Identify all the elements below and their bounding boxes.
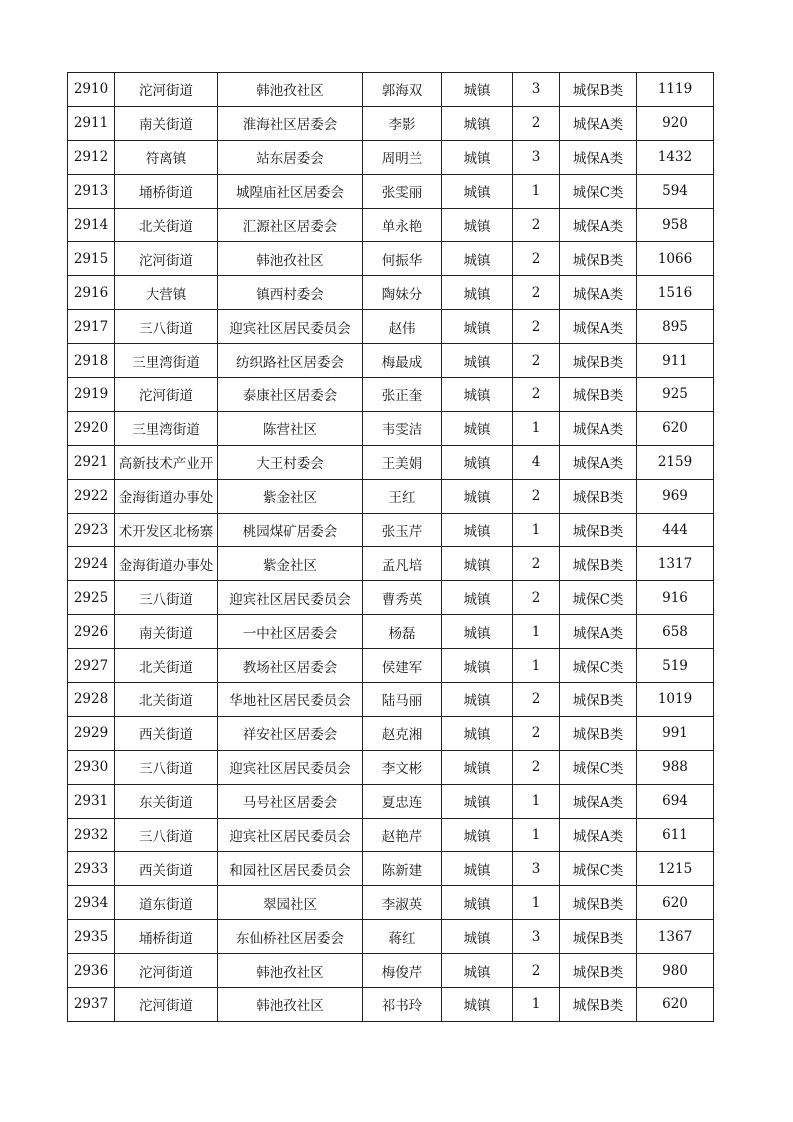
household-count-cell: 2 — [513, 581, 560, 615]
street-cell: 南关街道 — [115, 106, 218, 140]
name-cell: 夏忠连 — [363, 784, 442, 818]
area-type-cell: 城镇 — [442, 344, 513, 378]
record-number-cell: 2915 — [68, 242, 115, 276]
table-row — [68, 479, 714, 513]
area-type-cell: 城镇 — [442, 852, 513, 886]
category-cell: 城保A类 — [560, 411, 637, 445]
amount-cell: 611 — [637, 818, 714, 852]
category-cell: 城保C类 — [560, 649, 637, 683]
amount-cell: 925 — [637, 378, 714, 412]
amount-cell: 1215 — [637, 852, 714, 886]
household-count-cell: 1 — [513, 784, 560, 818]
name-cell: 韦雯洁 — [363, 411, 442, 445]
household-count-cell: 3 — [513, 852, 560, 886]
community-cell: 桃园煤矿居委会 — [218, 513, 363, 547]
name-cell: 陆马丽 — [363, 683, 442, 717]
area-type-cell: 城镇 — [442, 378, 513, 412]
category-cell: 城保B类 — [560, 479, 637, 513]
amount-cell: 1516 — [637, 276, 714, 310]
community-cell: 泰康社区居委会 — [218, 378, 363, 412]
table-row — [68, 784, 714, 818]
area-type-cell: 城镇 — [442, 513, 513, 547]
amount-cell: 519 — [637, 649, 714, 683]
community-cell: 迎宾社区居民委员会 — [218, 310, 363, 344]
street-cell: 三八街道 — [115, 310, 218, 344]
area-type-cell: 城镇 — [442, 716, 513, 750]
amount-cell: 969 — [637, 479, 714, 513]
area-type-cell: 城镇 — [442, 242, 513, 276]
table-row — [68, 310, 714, 344]
category-cell: 城保C类 — [560, 174, 637, 208]
community-cell: 韩池孜社区 — [218, 954, 363, 988]
table-row — [68, 649, 714, 683]
record-number-cell: 2910 — [68, 73, 115, 107]
record-number-cell: 2926 — [68, 615, 115, 649]
name-cell: 赵艳芹 — [363, 818, 442, 852]
area-type-cell: 城镇 — [442, 581, 513, 615]
record-number-cell: 2912 — [68, 140, 115, 174]
area-type-cell: 城镇 — [442, 276, 513, 310]
area-type-cell: 城镇 — [442, 649, 513, 683]
area-type-cell: 城镇 — [442, 750, 513, 784]
area-type-cell: 城镇 — [442, 615, 513, 649]
street-cell: 三八街道 — [115, 581, 218, 615]
name-cell: 张雯丽 — [363, 174, 442, 208]
table-row — [68, 547, 714, 581]
table-row — [68, 716, 714, 750]
category-cell: 城保B类 — [560, 73, 637, 107]
community-cell: 站东居委会 — [218, 140, 363, 174]
name-cell: 侯建军 — [363, 649, 442, 683]
household-count-cell: 1 — [513, 513, 560, 547]
community-cell: 大王村委会 — [218, 445, 363, 479]
record-number-cell: 2925 — [68, 581, 115, 615]
amount-cell: 1019 — [637, 683, 714, 717]
name-cell: 赵伟 — [363, 310, 442, 344]
street-cell: 道东街道 — [115, 886, 218, 920]
community-cell: 紫金社区 — [218, 479, 363, 513]
name-cell: 何振华 — [363, 242, 442, 276]
category-cell: 城保B类 — [560, 378, 637, 412]
street-cell: 沱河街道 — [115, 73, 218, 107]
table-row — [68, 378, 714, 412]
community-cell: 马号社区居委会 — [218, 784, 363, 818]
area-type-cell: 城镇 — [442, 445, 513, 479]
amount-cell: 620 — [637, 411, 714, 445]
area-type-cell: 城镇 — [442, 140, 513, 174]
category-cell: 城保B类 — [560, 886, 637, 920]
amount-cell: 920 — [637, 106, 714, 140]
household-count-cell: 2 — [513, 547, 560, 581]
household-count-cell: 3 — [513, 920, 560, 954]
amount-cell: 980 — [637, 954, 714, 988]
amount-cell: 594 — [637, 174, 714, 208]
record-number-cell: 2924 — [68, 547, 115, 581]
record-number-cell: 2933 — [68, 852, 115, 886]
table-row — [68, 683, 714, 717]
community-cell: 东仙桥社区居委会 — [218, 920, 363, 954]
street-cell: 三八街道 — [115, 818, 218, 852]
table-row — [68, 140, 714, 174]
table-row — [68, 445, 714, 479]
table-row — [68, 344, 714, 378]
record-number-cell: 2930 — [68, 750, 115, 784]
amount-cell: 988 — [637, 750, 714, 784]
category-cell: 城保B类 — [560, 683, 637, 717]
table-row — [68, 73, 714, 107]
table-row — [68, 208, 714, 242]
table-row — [68, 750, 714, 784]
category-cell: 城保A类 — [560, 140, 637, 174]
category-cell: 城保A类 — [560, 276, 637, 310]
roster-body — [68, 73, 714, 1022]
amount-cell: 1367 — [637, 920, 714, 954]
community-cell: 迎宾社区居民委员会 — [218, 818, 363, 852]
household-count-cell: 1 — [513, 615, 560, 649]
record-number-cell: 2914 — [68, 208, 115, 242]
record-number-cell: 2928 — [68, 683, 115, 717]
record-number-cell: 2934 — [68, 886, 115, 920]
area-type-cell: 城镇 — [442, 954, 513, 988]
category-cell: 城保A类 — [560, 445, 637, 479]
area-type-cell: 城镇 — [442, 73, 513, 107]
household-count-cell: 2 — [513, 208, 560, 242]
street-cell: 沱河街道 — [115, 954, 218, 988]
street-cell: 沱河街道 — [115, 378, 218, 412]
household-count-cell: 2 — [513, 750, 560, 784]
record-number-cell: 2918 — [68, 344, 115, 378]
record-number-cell: 2929 — [68, 716, 115, 750]
category-cell: 城保A类 — [560, 106, 637, 140]
household-count-cell: 2 — [513, 242, 560, 276]
table-row — [68, 106, 714, 140]
table-row — [68, 242, 714, 276]
amount-cell: 658 — [637, 615, 714, 649]
name-cell: 陶妹分 — [363, 276, 442, 310]
household-count-cell: 3 — [513, 140, 560, 174]
name-cell: 单永艳 — [363, 208, 442, 242]
name-cell: 曹秀英 — [363, 581, 442, 615]
category-cell: 城保B类 — [560, 920, 637, 954]
name-cell: 周明兰 — [363, 140, 442, 174]
category-cell: 城保B类 — [560, 242, 637, 276]
table-row — [68, 615, 714, 649]
community-cell: 和园社区居民委员会 — [218, 852, 363, 886]
category-cell: 城保A类 — [560, 784, 637, 818]
table-row — [68, 411, 714, 445]
household-count-cell: 2 — [513, 344, 560, 378]
community-cell: 陈营社区 — [218, 411, 363, 445]
street-cell: 三里湾街道 — [115, 344, 218, 378]
street-cell: 北关街道 — [115, 683, 218, 717]
record-number-cell: 2911 — [68, 106, 115, 140]
household-count-cell: 1 — [513, 818, 560, 852]
household-count-cell: 3 — [513, 73, 560, 107]
category-cell: 城保C类 — [560, 852, 637, 886]
street-cell: 西关街道 — [115, 716, 218, 750]
record-number-cell: 2916 — [68, 276, 115, 310]
street-cell: 北关街道 — [115, 208, 218, 242]
name-cell: 李文彬 — [363, 750, 442, 784]
record-number-cell: 2921 — [68, 445, 115, 479]
area-type-cell: 城镇 — [442, 920, 513, 954]
category-cell: 城保B类 — [560, 547, 637, 581]
record-number-cell: 2935 — [68, 920, 115, 954]
amount-cell: 444 — [637, 513, 714, 547]
name-cell: 陈新建 — [363, 852, 442, 886]
amount-cell: 916 — [637, 581, 714, 615]
category-cell: 城保B类 — [560, 344, 637, 378]
record-number-cell: 2922 — [68, 479, 115, 513]
name-cell: 王红 — [363, 479, 442, 513]
category-cell: 城保A类 — [560, 310, 637, 344]
street-cell: 东关街道 — [115, 784, 218, 818]
community-cell: 翠园社区 — [218, 886, 363, 920]
amount-cell: 1317 — [637, 547, 714, 581]
household-count-cell: 2 — [513, 954, 560, 988]
street-cell: 高新技术产业开 — [115, 445, 218, 479]
name-cell: 李影 — [363, 106, 442, 140]
name-cell: 梅俊芹 — [363, 954, 442, 988]
area-type-cell: 城镇 — [442, 683, 513, 717]
community-cell: 教场社区居委会 — [218, 649, 363, 683]
name-cell: 郭海双 — [363, 73, 442, 107]
category-cell: 城保B类 — [560, 954, 637, 988]
street-cell: 金海街道办事处 — [115, 479, 218, 513]
record-number-cell: 2937 — [68, 988, 115, 1022]
category-cell: 城保A类 — [560, 615, 637, 649]
area-type-cell: 城镇 — [442, 547, 513, 581]
area-type-cell: 城镇 — [442, 411, 513, 445]
record-number-cell: 2913 — [68, 174, 115, 208]
amount-cell: 620 — [637, 886, 714, 920]
record-number-cell: 2936 — [68, 954, 115, 988]
area-type-cell: 城镇 — [442, 988, 513, 1022]
community-cell: 韩池孜社区 — [218, 988, 363, 1022]
community-cell: 华地社区居民委员会 — [218, 683, 363, 717]
street-cell: 三里湾街道 — [115, 411, 218, 445]
category-cell: 城保B类 — [560, 513, 637, 547]
name-cell: 赵克湘 — [363, 716, 442, 750]
community-cell: 汇源社区居委会 — [218, 208, 363, 242]
amount-cell: 694 — [637, 784, 714, 818]
community-cell: 韩池孜社区 — [218, 242, 363, 276]
household-count-cell: 1 — [513, 174, 560, 208]
table-row — [68, 920, 714, 954]
name-cell: 蒋红 — [363, 920, 442, 954]
category-cell: 城保A类 — [560, 208, 637, 242]
street-cell: 三八街道 — [115, 750, 218, 784]
record-number-cell: 2927 — [68, 649, 115, 683]
record-number-cell: 2919 — [68, 378, 115, 412]
category-cell: 城保C类 — [560, 581, 637, 615]
community-cell: 迎宾社区居民委员会 — [218, 581, 363, 615]
table-row — [68, 852, 714, 886]
street-cell: 金海街道办事处 — [115, 547, 218, 581]
amount-cell: 991 — [637, 716, 714, 750]
table-row — [68, 954, 714, 988]
amount-cell: 1119 — [637, 73, 714, 107]
street-cell: 埇桥街道 — [115, 174, 218, 208]
category-cell: 城保B类 — [560, 716, 637, 750]
name-cell: 李淑英 — [363, 886, 442, 920]
area-type-cell: 城镇 — [442, 479, 513, 513]
area-type-cell: 城镇 — [442, 886, 513, 920]
household-count-cell: 4 — [513, 445, 560, 479]
household-count-cell: 2 — [513, 310, 560, 344]
amount-cell: 958 — [637, 208, 714, 242]
household-count-cell: 2 — [513, 479, 560, 513]
street-cell: 南关街道 — [115, 615, 218, 649]
community-cell: 一中社区居委会 — [218, 615, 363, 649]
community-cell: 淮海社区居委会 — [218, 106, 363, 140]
household-count-cell: 2 — [513, 276, 560, 310]
table-row — [68, 513, 714, 547]
record-number-cell: 2931 — [68, 784, 115, 818]
name-cell: 杨磊 — [363, 615, 442, 649]
record-number-cell: 2920 — [68, 411, 115, 445]
household-count-cell: 2 — [513, 106, 560, 140]
amount-cell: 1432 — [637, 140, 714, 174]
record-number-cell: 2932 — [68, 818, 115, 852]
table-row — [68, 581, 714, 615]
area-type-cell: 城镇 — [442, 818, 513, 852]
name-cell: 王美娟 — [363, 445, 442, 479]
table-row — [68, 818, 714, 852]
household-count-cell: 2 — [513, 683, 560, 717]
street-cell: 沱河街道 — [115, 988, 218, 1022]
name-cell: 孟凡培 — [363, 547, 442, 581]
street-cell: 符离镇 — [115, 140, 218, 174]
street-cell: 北关街道 — [115, 649, 218, 683]
roster-table — [67, 72, 714, 1022]
household-count-cell: 1 — [513, 988, 560, 1022]
record-number-cell: 2923 — [68, 513, 115, 547]
street-cell: 术开发区北杨寨 — [115, 513, 218, 547]
area-type-cell: 城镇 — [442, 784, 513, 818]
amount-cell: 2159 — [637, 445, 714, 479]
amount-cell: 895 — [637, 310, 714, 344]
community-cell: 紫金社区 — [218, 547, 363, 581]
amount-cell: 1066 — [637, 242, 714, 276]
name-cell: 张玉芹 — [363, 513, 442, 547]
category-cell: 城保B类 — [560, 988, 637, 1022]
table-row — [68, 276, 714, 310]
community-cell: 城隍庙社区居委会 — [218, 174, 363, 208]
area-type-cell: 城镇 — [442, 310, 513, 344]
household-count-cell: 1 — [513, 411, 560, 445]
name-cell: 张正奎 — [363, 378, 442, 412]
street-cell: 西关街道 — [115, 852, 218, 886]
street-cell: 埇桥街道 — [115, 920, 218, 954]
household-count-cell: 2 — [513, 378, 560, 412]
community-cell: 迎宾社区居民委员会 — [218, 750, 363, 784]
record-number-cell: 2917 — [68, 310, 115, 344]
name-cell: 祁书玲 — [363, 988, 442, 1022]
category-cell: 城保C类 — [560, 750, 637, 784]
amount-cell: 911 — [637, 344, 714, 378]
household-count-cell: 1 — [513, 649, 560, 683]
name-cell: 梅最成 — [363, 344, 442, 378]
community-cell: 镇西村委会 — [218, 276, 363, 310]
household-count-cell: 2 — [513, 716, 560, 750]
community-cell: 祥安社区居委会 — [218, 716, 363, 750]
area-type-cell: 城镇 — [442, 174, 513, 208]
area-type-cell: 城镇 — [442, 208, 513, 242]
household-count-cell: 1 — [513, 886, 560, 920]
table-row — [68, 988, 714, 1022]
street-cell: 大营镇 — [115, 276, 218, 310]
table-row — [68, 174, 714, 208]
table-row — [68, 886, 714, 920]
amount-cell: 620 — [637, 988, 714, 1022]
area-type-cell: 城镇 — [442, 106, 513, 140]
community-cell: 纺织路社区居委会 — [218, 344, 363, 378]
street-cell: 沱河街道 — [115, 242, 218, 276]
category-cell: 城保A类 — [560, 818, 637, 852]
community-cell: 韩池孜社区 — [218, 73, 363, 107]
